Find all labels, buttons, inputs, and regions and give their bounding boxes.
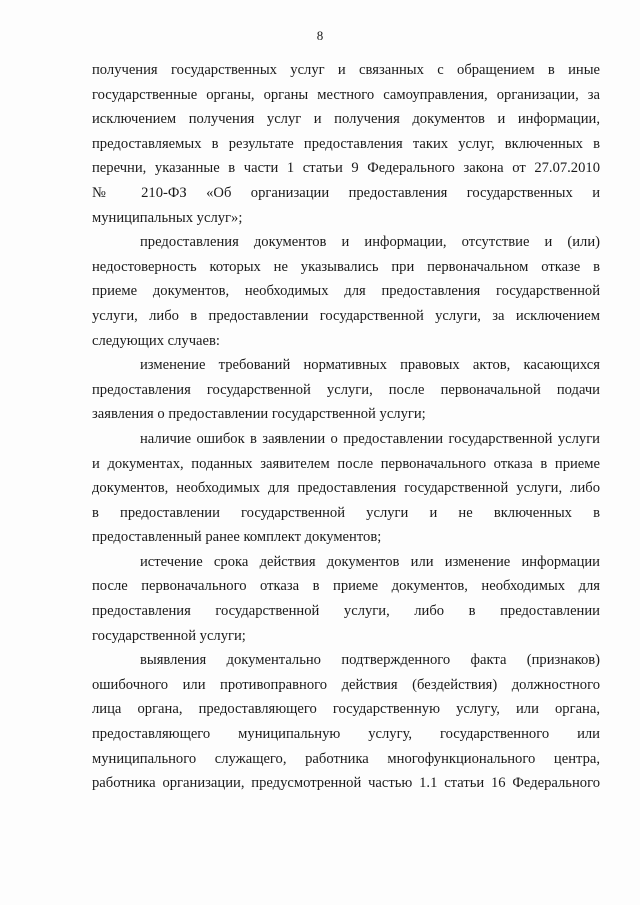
text-line: после первоначального отказа в приеме документов, необходимых для xyxy=(92,578,600,595)
text-line: предоставления документов и информации, отсутствие и (или) xyxy=(140,234,600,251)
text-line: документов, необходимых для предоставления государственной услуги, либо xyxy=(92,480,600,497)
text-line: муниципальных услуг»; xyxy=(92,209,243,226)
text-line: предоставляющего муниципальную услугу, государственного или xyxy=(92,726,600,743)
text-line: в предоставлении государственной услуги и не включенных в xyxy=(92,504,600,521)
text-line: выявления документально подтвержденного факта (признаков) xyxy=(140,652,600,669)
text-line: муниципального служащего, работника многофункционального центра, xyxy=(92,750,600,767)
text-line: следующих случаев: xyxy=(92,332,220,349)
text-line: истечение срока действия документов или изменение информации xyxy=(140,553,600,570)
text-line: предоставления государственной услуги, либо в предоставлении xyxy=(92,603,600,620)
text-line: предоставляемых в результате предоставления таких услуг, включенных в xyxy=(92,135,600,152)
text-line: государственной услуги; xyxy=(92,627,246,644)
text-line: лица органа, предоставляющего государственную услугу, или органа, xyxy=(92,701,600,718)
text-line: наличие ошибок в заявлении о предоставлении государственной услуги xyxy=(140,430,600,447)
text-line: изменение требований нормативных правовых актов, касающихся xyxy=(140,357,600,374)
text-line: заявления о предоставлении государственной услуги; xyxy=(92,406,426,423)
text-line: получения государственных услуг и связанных с обращением в иные xyxy=(92,62,600,78)
page-number: 8 xyxy=(316,28,324,43)
text-line: недостоверность которых не указывались при первоначальном отказе в xyxy=(92,258,600,275)
text-line: исключением получения услуг и получения документов и информации, xyxy=(92,111,600,128)
text-line: ошибочного или противоправного действия (бездействия) должностного xyxy=(92,676,600,693)
text-line: государственные органы, органы местного самоуправления, организации, за xyxy=(92,86,600,103)
text-line: предоставления государственной услуги, после первоначальной подачи xyxy=(92,381,600,398)
text-line: приеме документов, необходимых для предоставления государственной xyxy=(92,283,600,300)
text-line: работника организации, предусмотренной частью 1.1 статьи 16 Федерального xyxy=(92,775,600,792)
text-line: № 210-ФЗ «Об организации предоставления государственных и xyxy=(92,184,600,201)
text-line: перечни, указанные в части 1 статьи 9 Федерального закона от 27.07.2010 xyxy=(92,160,600,177)
text-line: и документах, поданных заявителем после первоначального отказа в приеме xyxy=(92,455,600,472)
text-line: услуги, либо в предоставлении государственной услуги, за исключением xyxy=(92,307,600,324)
body-text xyxy=(92,58,600,796)
text-line: предоставленный ранее комплект документов; xyxy=(92,529,382,546)
